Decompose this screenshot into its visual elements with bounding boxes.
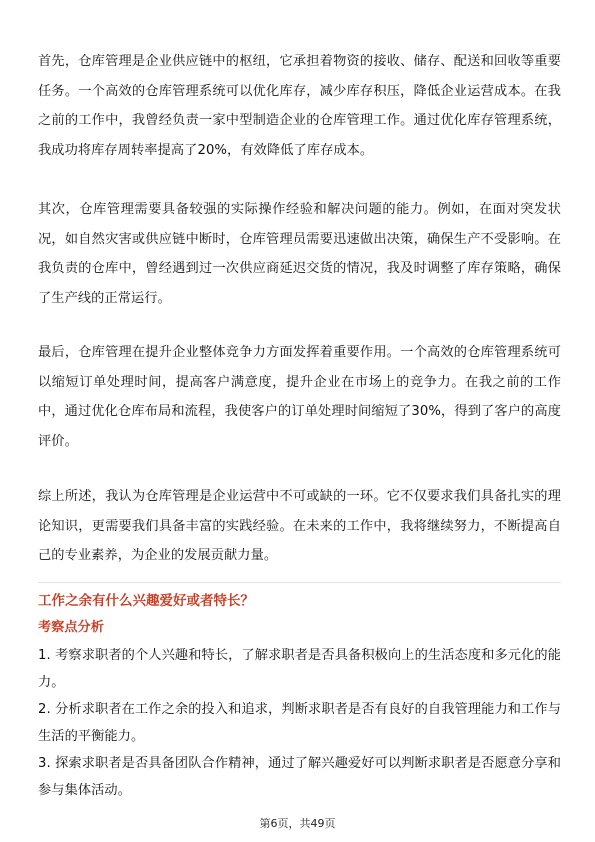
body-paragraph-4: 综上所述，我认为仓库管理是企业运营中不可或缺的一环。它不仅要求我们具备扎实的理论知识，更需要我们具备丰富的实践经验。在未来的工作中，我将继续努力，不断提高自己的专业素养，为企业的发展贡献力量。 xyxy=(38,489,561,563)
analysis-point-2: 2. 分析求职者在工作之余的投入和追求，判断求职者是否有良好的自我管理能力和工作与生活的平衡能力。 xyxy=(38,702,561,744)
body-paragraph-1: 首先，仓库管理是企业供应链中的枢纽，它承担着物资的接收、储存、配送和回收等重要任务。一个高效的仓库管理系统可以优化库存，减少库存积压，降低企业运营成本。在我之前的工作中，我曾经负责一家中型制造企业的仓库管理工作。通过优化库存管理系统，我成功将库存周转率提高了20%，有效降低了库存成本。 xyxy=(38,54,561,158)
question-heading: 工作之余有什么兴趣爱好或者特长？ xyxy=(38,593,254,609)
analysis-point-1: 1. 考察求职者的个人兴趣和特长，了解求职者是否具备积极向上的生活态度和多元化的能力。 xyxy=(38,648,561,690)
body-paragraph-3: 最后，仓库管理在提升企业整体竞争力方面发挥着重要作用。一个高效的仓库管理系统可以缩短订单处理时间，提高客户满意度，提升企业在市场上的竞争力。在我之前的工作中，通过优化仓库布局和流程，我使客户的订单处理时间缩短了30%，得到了客户的高度评价。 xyxy=(38,345,561,449)
section-divider xyxy=(38,582,561,583)
analysis-heading: 考察点分析 xyxy=(38,620,104,635)
page-number-footer: 第6页，共49页 xyxy=(259,817,336,830)
analysis-point-list xyxy=(38,642,561,804)
analysis-point-3: 3. 探索求职者是否具备团队合作精神，通过了解兴趣爱好可以判断求职者是否愿意分享和参与集体活动。 xyxy=(38,756,561,798)
body-paragraph-2: 其次，仓库管理需要具备较强的实际操作经验和解决问题的能力。例如，在面对突发状况，如自然灾害或供应链中断时，仓库管理员需要迅速做出决策，确保生产不受影响。在我负责的仓库中，曾经遇到过一次供应商延迟交货的情况，我及时调整了库存策略，确保了生产线的正常运行。 xyxy=(38,202,561,306)
